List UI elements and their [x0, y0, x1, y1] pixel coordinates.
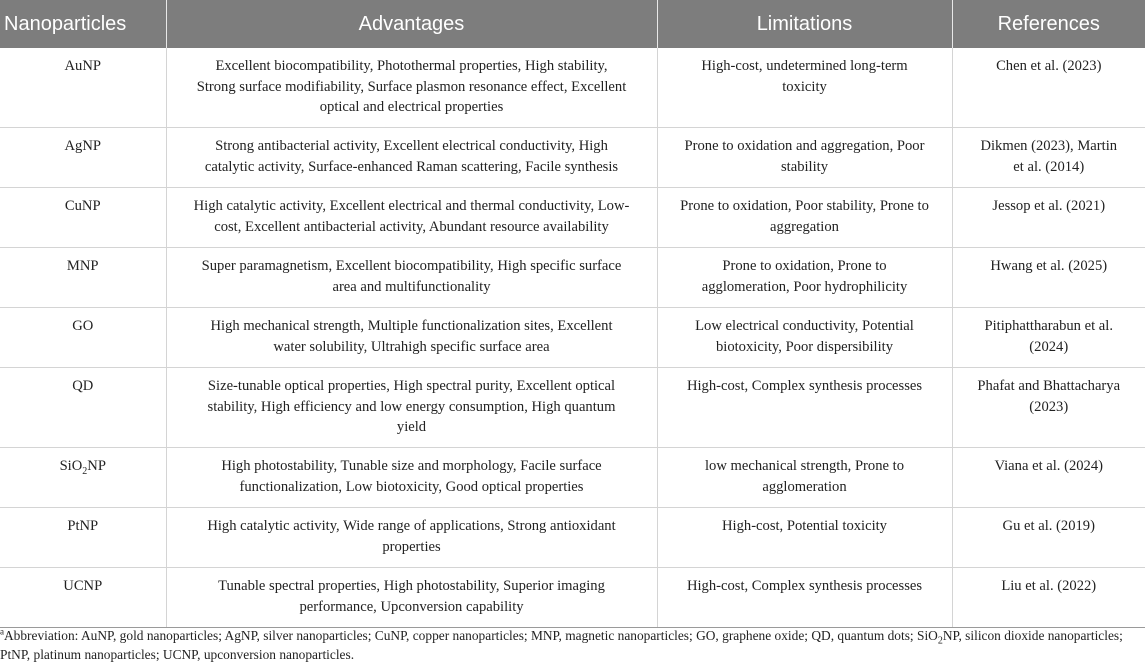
table-row — [0, 508, 1145, 568]
reference-line: (2023) — [1029, 398, 1069, 415]
limitations-cell — [657, 188, 952, 248]
np-name-part: SiO — [59, 458, 83, 474]
reference-line: Hwang et al. (2025) — [990, 258, 1108, 274]
advantages-line: properties — [382, 538, 441, 555]
nanoparticle-name — [0, 448, 166, 508]
header-references: References — [952, 0, 1145, 48]
limitations-line: toxicity — [782, 78, 827, 95]
header-limitations: Limitations — [657, 0, 952, 48]
reference-line: Gu et al. (2019) — [1002, 518, 1095, 534]
nanoparticle-name: UCNP — [0, 568, 166, 628]
advantages-line: water solubility, Ultrahigh specific surface area — [273, 338, 550, 355]
nanoparticle-name: GO — [0, 308, 166, 368]
reference-line: Jessop et al. (2021) — [992, 198, 1106, 214]
limitations-cell — [657, 568, 952, 628]
limitations-line: low mechanical strength, Prone to — [705, 458, 904, 474]
advantages-line: performance, Upconversion capability — [299, 598, 524, 615]
limitations-line: Prone to oxidation, Poor stability, Prone to — [680, 198, 929, 214]
advantages-cell — [166, 568, 657, 628]
advantages-line: cost, Excellent antibacterial activity, Abundant resource availability — [214, 218, 609, 235]
limitations-line: agglomeration, Poor hydrophilicity — [701, 278, 908, 295]
advantages-line: High mechanical strength, Multiple functionalization sites, Excellent — [210, 318, 613, 334]
limitations-line: Prone to oxidation, Prone to — [722, 258, 887, 274]
reference-line: Pitiphattharabun et al. — [984, 318, 1113, 334]
np-name-subscript: 2 — [82, 465, 88, 477]
advantages-cell — [166, 448, 657, 508]
advantages-line: High catalytic activity, Wide range of applications, Strong antioxidant — [207, 518, 616, 534]
limitations-line: Prone to oxidation and aggregation, Poor — [684, 138, 925, 154]
reference-cell — [952, 128, 1145, 188]
reference-cell — [952, 188, 1145, 248]
footnote-text-end: NP, silicon dioxide nanoparticles; PtNP, platinum nanoparticles; UCNP, upconversion nanoparticles. — [0, 628, 1123, 662]
limitations-cell — [657, 48, 952, 128]
reference-cell — [952, 448, 1145, 508]
limitations-cell — [657, 248, 952, 308]
advantages-line: High catalytic activity, Excellent electrical and thermal conductivity, Low- — [193, 198, 630, 214]
limitations-line: agglomeration — [762, 478, 847, 495]
reference-line: Dikmen (2023), Martin — [980, 138, 1118, 154]
reference-cell — [952, 368, 1145, 448]
reference-line: Chen et al. (2023) — [996, 58, 1102, 74]
limitations-line: aggregation — [770, 218, 839, 235]
table-row — [0, 368, 1145, 448]
header-nanoparticles: Nanoparticles — [0, 0, 166, 48]
table-footnote — [0, 626, 1140, 664]
advantages-cell — [166, 368, 657, 448]
advantages-line: Strong antibacterial activity, Excellent electrical conductivity, High — [215, 138, 608, 154]
advantages-line: Strong surface modifiability, Surface plasmon resonance effect, Excellent — [196, 78, 627, 95]
reference-cell — [952, 248, 1145, 308]
limitations-cell — [657, 448, 952, 508]
footnote-marker: a — [0, 626, 4, 637]
advantages-line: High photostability, Tunable size and morphology, Facile surface — [221, 458, 602, 474]
reference-line: Liu et al. (2022) — [1001, 578, 1097, 594]
reference-line: Viana et al. (2024) — [994, 458, 1104, 474]
footnote-text: Abbreviation: AuNP, gold nanoparticles; AgNP, silver nanoparticles; CuNP, copper nanoparticles; MNP, magnetic nanoparticles; GO, graphene oxide; QD, quantum dots; SiO — [4, 628, 938, 643]
nanoparticle-name: PtNP — [0, 508, 166, 568]
advantages-line: Tunable spectral properties, High photostability, Superior imaging — [218, 578, 605, 594]
advantages-line: yield — [396, 419, 427, 435]
limitations-line: biotoxicity, Poor dispersibility — [715, 338, 893, 355]
advantages-line: catalytic activity, Surface-enhanced Raman scattering, Facile synthesis — [204, 158, 619, 175]
nanoparticle-name: CuNP — [0, 188, 166, 248]
advantages-cell — [166, 188, 657, 248]
nanoparticle-name: AgNP — [0, 128, 166, 188]
reference-line: (2024) — [1029, 338, 1069, 355]
nanoparticle-name: QD — [0, 368, 166, 448]
advantages-line: optical and electrical properties — [319, 99, 504, 115]
limitations-cell — [657, 308, 952, 368]
advantages-line: area and multifunctionality — [332, 278, 491, 295]
footnote-subscript: 2 — [937, 635, 943, 647]
table-row — [0, 128, 1145, 188]
limitations-cell — [657, 508, 952, 568]
table-row — [0, 308, 1145, 368]
advantages-line: stability, High efficiency and low energy consumption, High quantum — [207, 398, 616, 415]
table-row — [0, 568, 1145, 628]
advantages-line: Size-tunable optical properties, High spectral purity, Excellent optical — [207, 378, 616, 394]
limitations-line: Low electrical conductivity, Potential — [695, 318, 914, 334]
advantages-cell — [166, 308, 657, 368]
np-name-part: NP — [87, 458, 106, 474]
nanoparticle-name: MNP — [0, 248, 166, 308]
advantages-line: functionalization, Low biotoxicity, Good optical properties — [239, 478, 584, 495]
reference-cell — [952, 508, 1145, 568]
header-advantages: Advantages — [166, 0, 657, 48]
advantages-cell — [166, 248, 657, 308]
limitations-line: stability — [780, 158, 829, 175]
advantages-line: Excellent biocompatibility, Photothermal properties, High stability, — [215, 58, 608, 74]
table-row — [0, 448, 1145, 508]
reference-line: Phafat and Bhattacharya — [977, 378, 1121, 394]
reference-cell — [952, 568, 1145, 628]
limitations-cell — [657, 368, 952, 448]
table-row — [0, 248, 1145, 308]
table-header-row — [0, 0, 1145, 48]
limitations-cell — [657, 128, 952, 188]
advantages-cell — [166, 48, 657, 128]
reference-cell — [952, 308, 1145, 368]
reference-cell — [952, 48, 1145, 128]
limitations-line: High-cost, undetermined long-term — [701, 58, 908, 74]
table-row — [0, 188, 1145, 248]
advantages-line: Super paramagnetism, Excellent biocompatibility, High specific surface — [201, 258, 622, 274]
limitations-line: High-cost, Complex synthesis processes — [686, 578, 923, 594]
reference-line: et al. (2014) — [1013, 158, 1085, 175]
advantages-cell — [166, 128, 657, 188]
limitations-line: High-cost, Potential toxicity — [722, 518, 887, 534]
table-row — [0, 48, 1145, 128]
nanoparticle-name: AuNP — [0, 48, 166, 128]
limitations-line: High-cost, Complex synthesis processes — [686, 378, 923, 394]
advantages-cell — [166, 508, 657, 568]
